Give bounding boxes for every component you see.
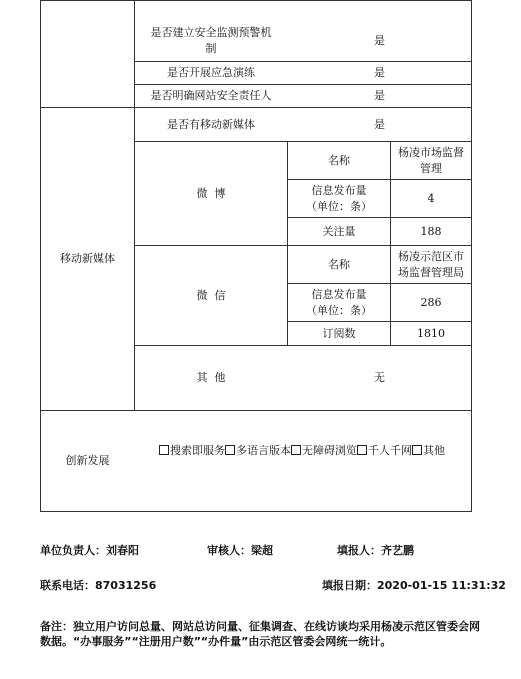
has-media-label: 是否有移动新媒体 <box>167 117 255 131</box>
phone <box>40 578 156 593</box>
monitoring-label: 是否建立安全监测预警机制 <box>150 25 272 55</box>
grid-line <box>40 511 472 512</box>
remark-note: 备注：独立用户访问总量、网站总访问量、征集调查、在线访谈均采用杨凌示范区管委会网数据。“办事服务”“注册用户数”“办件量”由示范区管委会网统一统计。 <box>40 620 480 648</box>
innovation-option[interactable]: 多语言版本 <box>225 443 291 459</box>
innovation-option[interactable]: 其他 <box>412 443 445 459</box>
checkbox-icon[interactable] <box>159 445 169 455</box>
filler <box>337 543 414 558</box>
wechat-name-label: 名称 <box>328 257 350 271</box>
phone-value: 87031256 <box>95 579 157 592</box>
checkbox-icon[interactable] <box>225 445 235 455</box>
drill-value: 是 <box>374 66 385 79</box>
reviewer <box>207 543 273 558</box>
reviewer-label: 审核人： <box>207 544 251 557</box>
wechat-posts-label: 信息发布量（单位：条） <box>306 287 372 317</box>
checkbox-icon[interactable] <box>357 445 367 455</box>
checkbox-icon[interactable] <box>412 445 422 455</box>
weibo-label: 微 博 <box>196 186 226 200</box>
checkbox-icon[interactable] <box>291 445 301 455</box>
phone-label: 联系电话： <box>40 579 95 592</box>
filler-value: 齐艺鹏 <box>381 544 414 557</box>
monitoring-value: 是 <box>374 33 385 47</box>
wechat-subscribers-value: 1810 <box>417 326 445 340</box>
fill-date-value: 2020-01-15 11:31:32 <box>377 579 506 592</box>
grid-line <box>471 0 472 512</box>
grid-line <box>40 0 472 1</box>
weibo-posts-label: 信息发布量（单位：条） <box>306 183 372 213</box>
other-value: 无 <box>374 371 385 384</box>
weibo-posts-value: 4 <box>427 191 435 205</box>
unit-head-label: 单位负责人： <box>40 544 106 557</box>
wechat-subscribers-label: 订阅数 <box>322 326 356 340</box>
weibo-followers-label: 关注量 <box>322 224 356 238</box>
wechat-name-value: 杨凌示范区市场监督管理局 <box>398 249 464 279</box>
has-media-value: 是 <box>374 117 385 131</box>
unit-head <box>40 543 139 558</box>
weibo-name-label: 名称 <box>328 153 350 167</box>
reviewer-value: 梁超 <box>251 544 273 557</box>
other-label: 其 他 <box>196 371 226 384</box>
drill-label: 是否开展应急演练 <box>167 66 255 79</box>
new-media-section-label: 移动新媒体 <box>60 252 115 265</box>
responsible-value: 是 <box>374 89 385 102</box>
fill-date-label: 填报日期： <box>322 579 377 592</box>
filler-label: 填报人： <box>337 544 381 557</box>
innovation-option[interactable]: 无障碍浏览 <box>291 443 357 459</box>
responsible-label: 是否明确网站安全责任人 <box>150 89 272 102</box>
unit-head-value: 刘春阳 <box>106 544 139 557</box>
innovation-option[interactable]: 搜索即服务 <box>159 443 225 459</box>
weibo-followers-value: 188 <box>420 224 442 238</box>
innovation-label: 创新发展 <box>65 454 110 467</box>
weibo-name-value: 杨凌市场监督管理 <box>398 145 464 175</box>
wechat-label: 微 信 <box>196 288 226 302</box>
innovation-options <box>135 411 471 491</box>
innovation-option[interactable]: 千人千网 <box>357 443 412 459</box>
fill-date <box>322 578 506 593</box>
wechat-posts-value: 286 <box>420 295 442 309</box>
